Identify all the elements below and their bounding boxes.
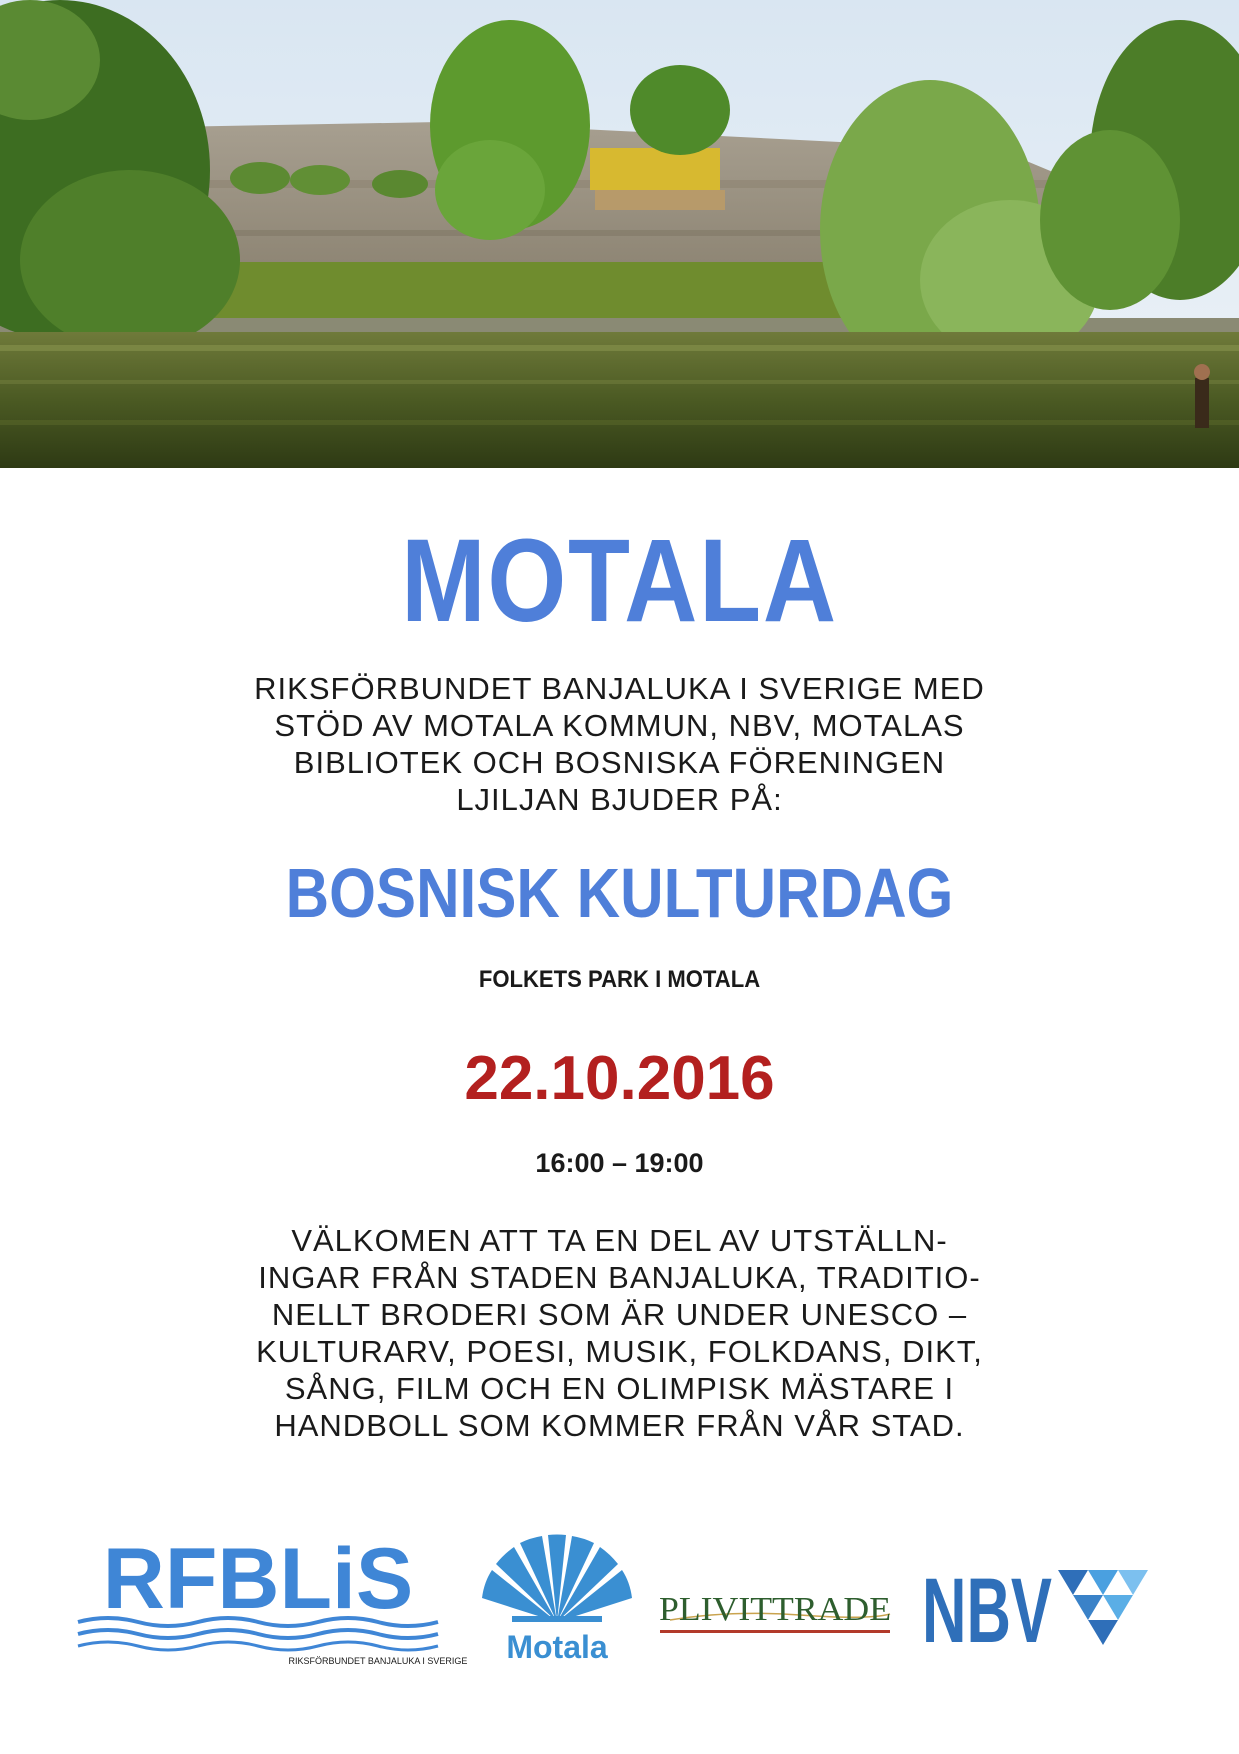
plivit-wordmark: PLIVITTRADE [659, 1591, 891, 1628]
rfblis-wordmark: RFBLiS [102, 1531, 414, 1627]
welcome-line: SÅNG, FILM OCH EN OLIMPISK MÄSTARE I [284, 1371, 955, 1406]
hero-photo [0, 0, 1239, 468]
event-venue: FOLKETS PARK I MOTALA [478, 966, 761, 993]
welcome-text [0, 1222, 1239, 1444]
intro-text [0, 670, 1239, 818]
event-time: 16:00 – 19:00 [535, 1148, 704, 1178]
plivit-logo [650, 1570, 900, 1650]
intro-line: BIBLIOTEK OCH BOSNISKA FÖRENINGEN [293, 745, 946, 780]
poster-title: MOTALA [401, 515, 838, 647]
intro-line: RIKSFÖRBUNDET BANJALUKA I SVERIGE MED [254, 671, 985, 706]
rfblis-subtitle: RIKSFÖRBUNDET BANJALUKA I SVERIGE [288, 1656, 468, 1666]
sponsor-logos [0, 1530, 1239, 1670]
nbv-v-icon [1058, 1570, 1148, 1645]
welcome-line: INGAR FRÅN STADEN BANJALUKA, TRADITIO- [258, 1260, 981, 1295]
motala-wordmark: Motala [506, 1629, 608, 1665]
motala-shell-icon [482, 1535, 632, 1623]
intro-line: STÖD AV MOTALA KOMMUN, NBV, MOTALAS [274, 708, 965, 743]
welcome-line: NELLT BRODERI SOM ÄR UNDER UNESCO – [271, 1297, 968, 1332]
rfblis-logo [78, 1530, 468, 1670]
motala-logo [472, 1530, 642, 1670]
nbv-logo [918, 1550, 1158, 1660]
event-name: BOSNISK KULTURDAG [285, 854, 954, 932]
fortress-river-illustration [0, 0, 1239, 468]
event-date: 22.10.2016 [464, 1044, 775, 1113]
welcome-line: KULTURARV, POESI, MUSIK, FOLKDANS, DIKT, [256, 1334, 983, 1369]
welcome-line: VÄLKOMEN ATT TA EN DEL AV UTSTÄLLN- [291, 1223, 948, 1258]
intro-line: LJILJAN BJUDER PÅ: [456, 782, 783, 817]
welcome-line: HANDBOLL SOM KOMMER FRÅN VÅR STAD. [274, 1408, 965, 1443]
nbv-wordmark: NBV [922, 1560, 1052, 1662]
